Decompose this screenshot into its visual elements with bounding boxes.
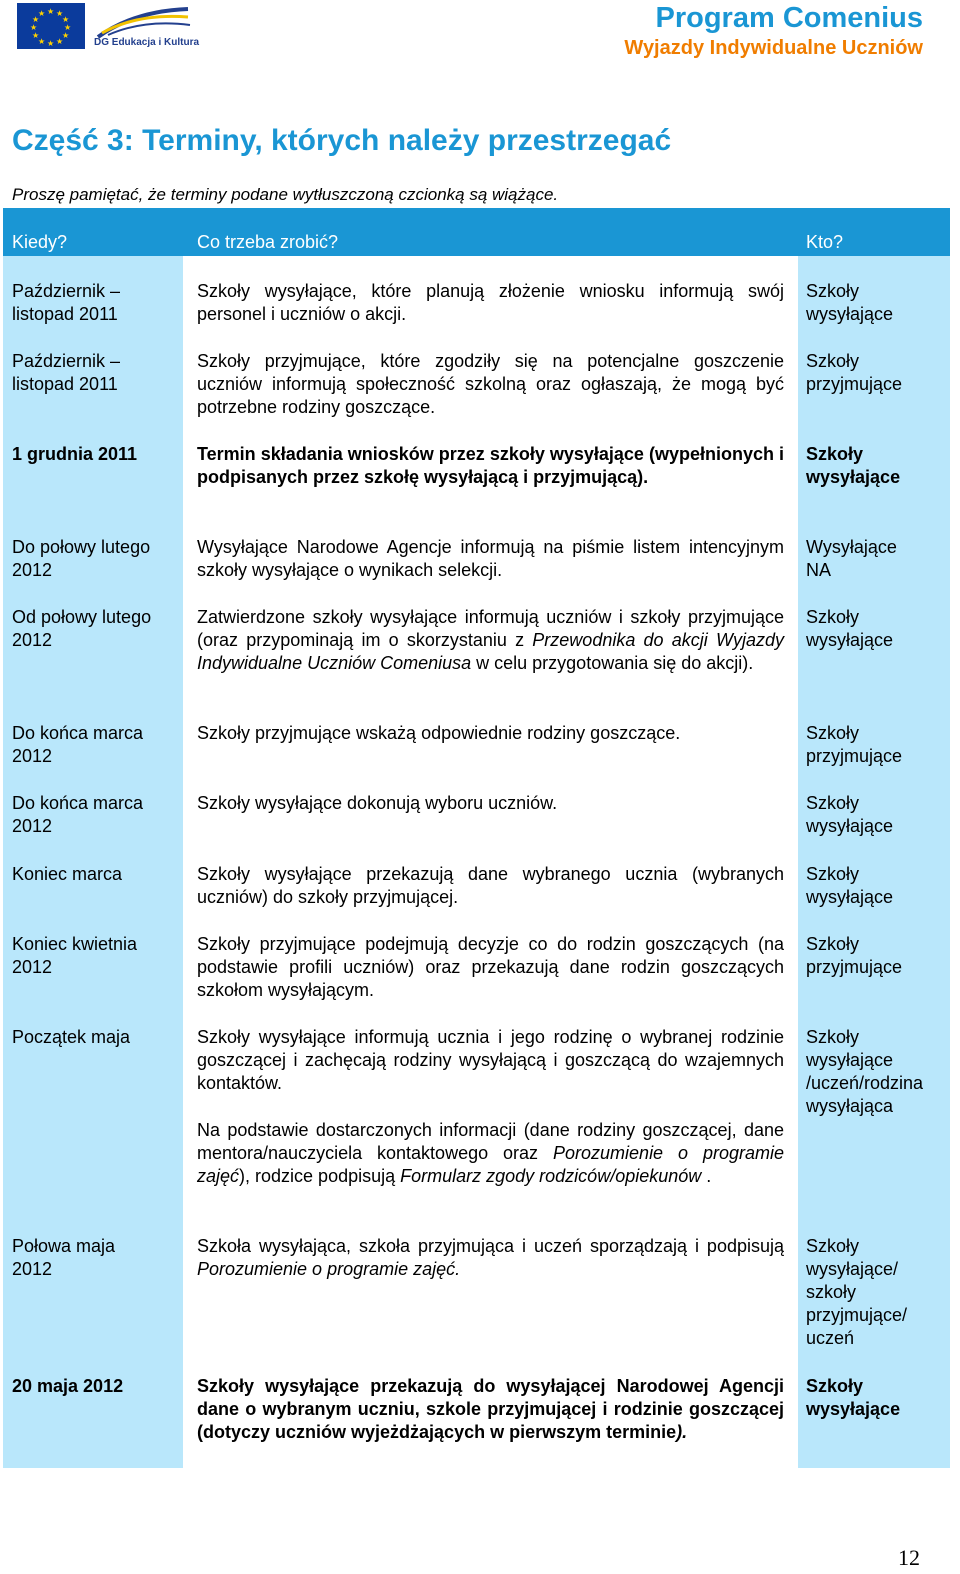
row-6-what: Szkoły przyjmujące wskażą odpowiednie rodziny goszczące. bbox=[197, 723, 681, 743]
header-who: Kto? bbox=[806, 232, 844, 252]
row-5-what: Zatwierdzone szkoły wysyłające informują uczniów i szkoły przyjmujące (oraz przypominają im o skorzystaniu z Przewodnika do akcji Wyjazdy Indywidualne Uczniów Comeniusa w celu przygotowania się do akcji). bbox=[197, 607, 784, 673]
row-10-what: Szkoły wysyłające informują ucznia i jego rodzinę o wybranej rodzinie goszczącej i zachęcają rodziny wysyłającą i goszczącą do wzajemnych kontaktów. bbox=[197, 1027, 784, 1093]
row-2-when: Październik – listopad 2011 bbox=[12, 351, 121, 394]
eu-flag-logo: ★ ★ ★ ★ ★ ★ ★ ★ ★ ★ ★ ★ bbox=[17, 3, 85, 49]
row-5-when: Od połowy lutego 2012 bbox=[12, 607, 152, 650]
row-9-what: Szkoły przyjmujące podejmują decyzje co do rodzin goszczących (na podstawie profili uczniów) oraz przekazują dane rodzin goszczących szkołom wysyłającym. bbox=[197, 934, 784, 1000]
header-when: Kiedy? bbox=[12, 232, 68, 252]
dg-logo-text: DG Edukacja i Kultura bbox=[94, 37, 200, 48]
row-10-what-continued: Na podstawie dostarczonych informacji (dane rodziny goszczącej, dane mentora/nauczyciela kontaktowego oraz Porozumienie o programie zajęć), rodzice podpisują Formularz zgody rodziców/opiekunów . bbox=[197, 1120, 785, 1186]
page-header bbox=[0, 0, 960, 70]
row-1-what: Szkoły wysyłające, które planują złożenie wniosku informują swój personel i uczniów o akcji. bbox=[197, 281, 784, 324]
row-10-who: Szkoły wysyłające /uczeń/rodzina wysyłająca bbox=[806, 1027, 924, 1116]
row-7-what: Szkoły wysyłające dokonują wyboru uczniów. bbox=[197, 793, 558, 813]
row-1-when: Październik – listopad 2011 bbox=[12, 281, 121, 324]
row-6-when: Do końca marca 2012 bbox=[12, 723, 144, 766]
row-4-what: Wysyłające Narodowe Agencje informują na piśmie listem intencyjnym szkoły wysyłające o wynikach selekcji. bbox=[197, 537, 784, 580]
row-3-who: Szkoły wysyłające bbox=[806, 444, 901, 487]
program-subtitle: Wyjazdy Indywidualne Uczniów bbox=[624, 37, 923, 59]
row-8-who: Szkoły wysyłające bbox=[806, 864, 894, 907]
row-11-what: Szkoła wysyłająca, szkoła przyjmująca i uczeń sporządzają i podpisują Porozumienie o programie zajęć. bbox=[197, 1236, 784, 1279]
row-11-who: Szkoły wysyłające/ szkoły przyjmujące/ uczeń bbox=[806, 1236, 908, 1348]
row-7-who: Szkoły wysyłające bbox=[806, 793, 894, 836]
table-header-row bbox=[3, 208, 950, 256]
row-9-when: Koniec kwietnia 2012 bbox=[12, 934, 138, 977]
row-8-when: Koniec marca bbox=[12, 864, 123, 884]
row-9-who: Szkoły przyjmujące bbox=[806, 934, 903, 977]
deadlines-table bbox=[3, 208, 950, 1468]
row-12-what: Szkoły wysyłające przekazują do wysyłającej Narodowej Agencji dane o wybranym uczniu, szkole przyjmującej i rodzinie goszczącej (dotyczy uczniów wyjeżdżających w pierwszym terminie). bbox=[197, 1376, 784, 1442]
row-3-what: Termin składania wniosków przez szkoły wysyłające (wypełnionych i podpisanych przez szkołę wysyłającą i przyjmującą). bbox=[197, 444, 784, 487]
row-2-what: Szkoły przyjmujące, które zgodziły się na potencjalne goszczenie uczniów informują społeczność szkolną oraz ogłaszają, że mogą być potrzebne rodziny goszczące. bbox=[197, 351, 784, 417]
row-12-when: 20 maja 2012 bbox=[12, 1376, 124, 1396]
row-12-who: Szkoły wysyłające bbox=[806, 1376, 901, 1419]
header-what: Co trzeba zrobić? bbox=[197, 232, 339, 252]
row-6-who: Szkoły przyjmujące bbox=[806, 723, 903, 766]
row-7-when: Do końca marca 2012 bbox=[12, 793, 144, 836]
row-1-who: Szkoły wysyłające bbox=[806, 281, 894, 324]
row-4-who: Wysyłające NA bbox=[806, 537, 897, 580]
binding-note: Proszę pamiętać, że terminy podane wytłuszczoną czcionką są wiążące. bbox=[12, 185, 559, 204]
row-4-when: Do połowy lutego 2012 bbox=[12, 537, 151, 580]
row-10-when: Początek maja bbox=[12, 1027, 131, 1047]
program-title: Program Comenius bbox=[655, 2, 923, 34]
row-11-when: Połowa maja 2012 bbox=[12, 1236, 116, 1279]
row-8-what: Szkoły wysyłające przekazują dane wybranego ucznia (wybranych uczniów) do szkoły przyjmującej. bbox=[197, 864, 784, 907]
page-number: 12 bbox=[898, 1545, 920, 1570]
row-5-who: Szkoły wysyłające bbox=[806, 607, 894, 650]
row-3-when: 1 grudnia 2011 bbox=[12, 444, 138, 464]
row-2-who: Szkoły przyjmujące bbox=[806, 351, 903, 394]
section-title: Część 3: Terminy, których należy przestrzegać bbox=[12, 124, 672, 157]
